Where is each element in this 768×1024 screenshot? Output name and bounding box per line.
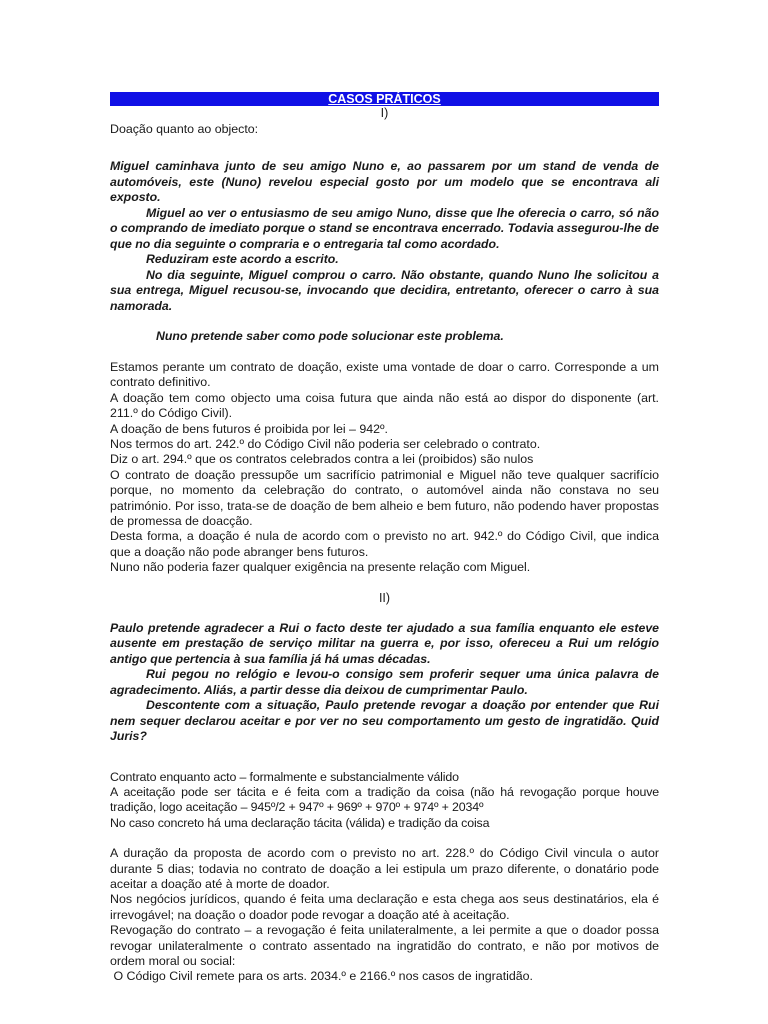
case-topic: Doação quanto ao objecto: bbox=[110, 122, 259, 136]
case1-fact-1: Miguel caminhava junto de seu amigo Nuno e, ao passarem por um stand de venda de automóveis, este (Nuno) revelou especial gosto por um modelo que se encontrava ali exposto. bbox=[110, 159, 659, 205]
case1-fact-3: Reduziram este acordo a escrito. bbox=[146, 252, 339, 267]
section-number-1: I) bbox=[380, 106, 389, 120]
case1-answer-2: A doação tem como objecto uma coisa futura que ainda não está ao dispor do disponente (art. 211.º do Código Civil). bbox=[110, 390, 659, 421]
case2-answer-2: A aceitação pode ser tácita e é feita com a tradição da coisa (não há revogação porque houve tradição, logo aceitação – 945º/2 + 947º + 969º + 970º + 974º + 2034º bbox=[110, 785, 659, 815]
case1-answer-3: A doação de bens futuros é proibida por lei – 942º. bbox=[110, 421, 389, 436]
case1-answer-4: Nos termos do art. 242.º do Código Civil não poderia ser celebrado o contrato. bbox=[110, 436, 541, 451]
case1-answer-7: Desta forma, a doação é nula de acordo com o previsto no art. 942.º do Código Civil, que indica que a doação não pode abranger bens futuros. bbox=[110, 529, 659, 559]
case2-fact-3: Descontente com a situação, Paulo pretende revogar a doação por entender que Rui nem sequer declarou aceitar e por ver no seu comportamento um gesto de ingratidão. Quid Juris? bbox=[110, 698, 659, 744]
case1-question: Nuno pretende saber como pode solucionar este problema. bbox=[156, 329, 504, 344]
case2-answer-3: No caso concreto há uma declaração tácita (válida) e tradição da coisa bbox=[110, 815, 490, 830]
case2-answer-5: Nos negócios jurídicos, quando é feita uma declaração e esta chega aos seus destinatários, ela é irrevogável; na doação o doador pode revogar a doação até à aceitação. bbox=[110, 892, 659, 922]
case2-fact-1: Paulo pretende agradecer a Rui o facto deste ter ajudado a sua família enquanto ele esteve ausente em prestação de serviço militar na guerra e, por isso, ofereceu a Rui um relógio antigo que pertencia à sua família já há umas décadas. bbox=[110, 620, 659, 666]
page-title: CASOS PRÁTICOS bbox=[110, 92, 659, 106]
case1-fact-4: No dia seguinte, Miguel comprou o carro. Não obstante, quando Nuno lhe solicitou a sua entrega, Miguel recusou-se, invocando que decidira, entretanto, oferecer o carro à sua namorada. bbox=[110, 267, 659, 313]
case2-fact-2: Rui pegou no relógio e levou-o consigo sem proferir sequer uma única palavra de agradecimento. Aliás, a partir desse dia deixou de cumprimentar Paulo. bbox=[110, 667, 659, 697]
section-number-2: II) bbox=[378, 590, 391, 605]
document-page bbox=[110, 92, 659, 985]
case1-answer-6: O contrato de doação pressupõe um sacrifício patrimonial e Miguel não teve qualquer sacrifício porque, no momento da celebração do contrato, o automóvel ainda não constava no seu património. Por isso, trata-se de doação de bem alheio e bem futuro, não podendo haver propostas de promessa de doacção. bbox=[110, 467, 659, 528]
case2-answer-7: O Código Civil remete para os arts. 2034.º e 2166.º nos casos de ingratidão. bbox=[110, 969, 534, 984]
case1-answer-5: Diz o art. 294.º que os contratos celebrados contra a lei (proibidos) são nulos bbox=[110, 452, 534, 467]
case2-answer-4: A duração da proposta de acordo com o previsto no art. 228.º do Código Civil vincula o autor durante 5 dias; todavia no contrato de doação a lei estipula um prazo diferente, o donatário pode aceitar a doação até à morte de doador. bbox=[110, 846, 659, 892]
case1-fact-2: Miguel ao ver o entusiasmo de seu amigo Nuno, disse que lhe oferecia o carro, só não o comprando de imediato porque o stand se encontrava encerrado. Todavia assegurou-lhe de que no dia seguinte o compraria e o entregaria tal como acordado. bbox=[110, 205, 659, 251]
case1-answer-8: Nuno não poderia fazer qualquer exigência na presente relação com Miguel. bbox=[110, 560, 531, 575]
case2-answer-1: Contrato enquanto acto – formalmente e substancialmente válido bbox=[110, 769, 459, 784]
case2-answer-6: Revogação do contrato – a revogação é feita unilateralmente, a lei permite a que o doador possa revogar unilateralmente o contrato assentado na ingratidão do contrato, e não por motivos de ordem moral ou social: bbox=[110, 923, 659, 969]
case1-answer-1: Estamos perante um contrato de doação, existe uma vontade de doar o carro. Corresponde a um contrato definitivo. bbox=[110, 359, 659, 390]
